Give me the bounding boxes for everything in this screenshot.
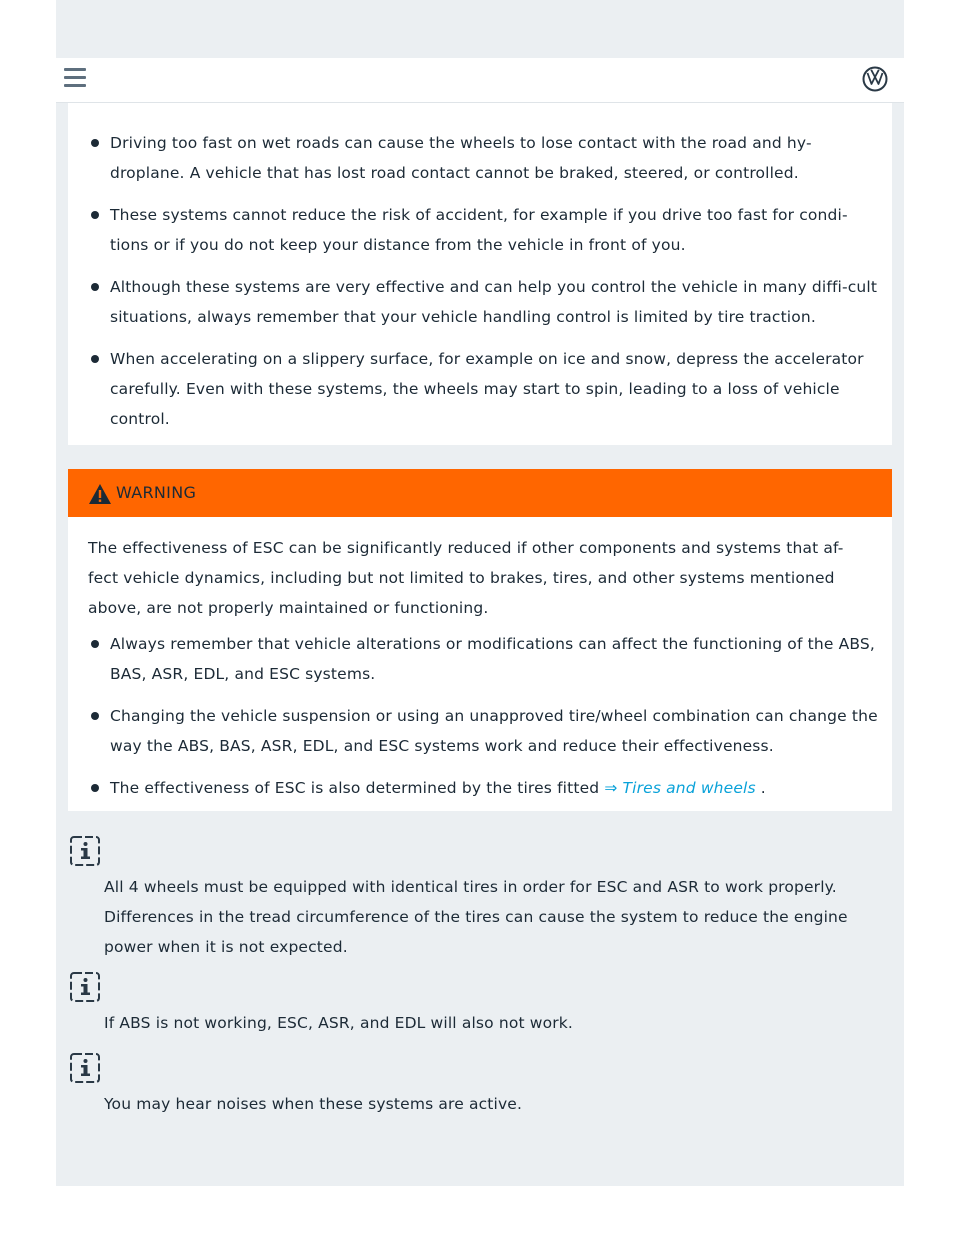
warning-title: WARNING: [116, 483, 197, 502]
info-note-icon: [70, 1053, 100, 1083]
warning-triangle-icon: [88, 483, 112, 505]
list-item: Although these systems are very effective and can help you control the vehicle in many diffi-cult situations, always remember that your vehicle handling control is limited by tire traction.: [88, 272, 878, 332]
list-item: When accelerating on a slippery surface, for example on ice and snow, depress the accelerator carefully. Even with these systems, the wheels may start to spin, leading to a loss of vehicle control.: [88, 344, 878, 434]
hamburger-menu-icon[interactable]: [64, 68, 88, 88]
warning-header: [68, 469, 892, 517]
list-item: Always remember that vehicle alterations or modifications can affect the functioning of the ABS, BAS, ASR, EDL, and ESC systems.: [88, 629, 878, 689]
warning-continuation-card: [68, 62, 892, 445]
top-header: [56, 58, 904, 103]
info-note-icon: [70, 836, 100, 866]
list-item: [88, 773, 878, 803]
warning-card: [68, 469, 892, 811]
list-item: Driving too fast on wet roads can cause the wheels to lose contact with the road and hy-droplane. A vehicle that has lost road contact cannot be braked, steered, or controlled.: [88, 128, 878, 188]
info-note-icon: [70, 972, 100, 1002]
vw-logo-icon[interactable]: [862, 66, 888, 92]
note-text: All 4 wheels must be equipped with identical tires in order for ESC and ASR to work properly. Differences in the tread circumference of the tires can cause the system to reduce the engine power when it is not expected.: [104, 878, 848, 956]
tires-and-wheels-link[interactable]: ⇒ Tires and wheels: [604, 779, 756, 797]
bullet-list: [88, 128, 878, 445]
bullet-list: [88, 629, 878, 815]
note-text: If ABS is not working, ESC, ASR, and EDL will also not work.: [104, 1014, 573, 1032]
list-item: Changing the vehicle suspension or using an unapproved tire/wheel combination can change the way the ABS, BAS, ASR, EDL, and ESC systems work and reduce their effectiveness.: [88, 701, 878, 761]
list-item: These systems cannot reduce the risk of accident, for example if you drive too fast for condi-tions or if you do not keep your distance from the vehicle in front of you.: [88, 200, 878, 260]
list-item-end: .: [760, 779, 766, 797]
content-area: [56, 0, 904, 1186]
note-text: You may hear noises when these systems are active.: [104, 1095, 523, 1113]
list-item-text: The effectiveness of ESC is also determined by the tires fitted: [110, 779, 600, 797]
warning-intro: The effectiveness of ESC can be significantly reduced if other components and systems that af-fect vehicle dynamics, including but not limited to brakes, tires, and other systems mentioned above, are not properly maintained or functioning.: [88, 539, 844, 617]
